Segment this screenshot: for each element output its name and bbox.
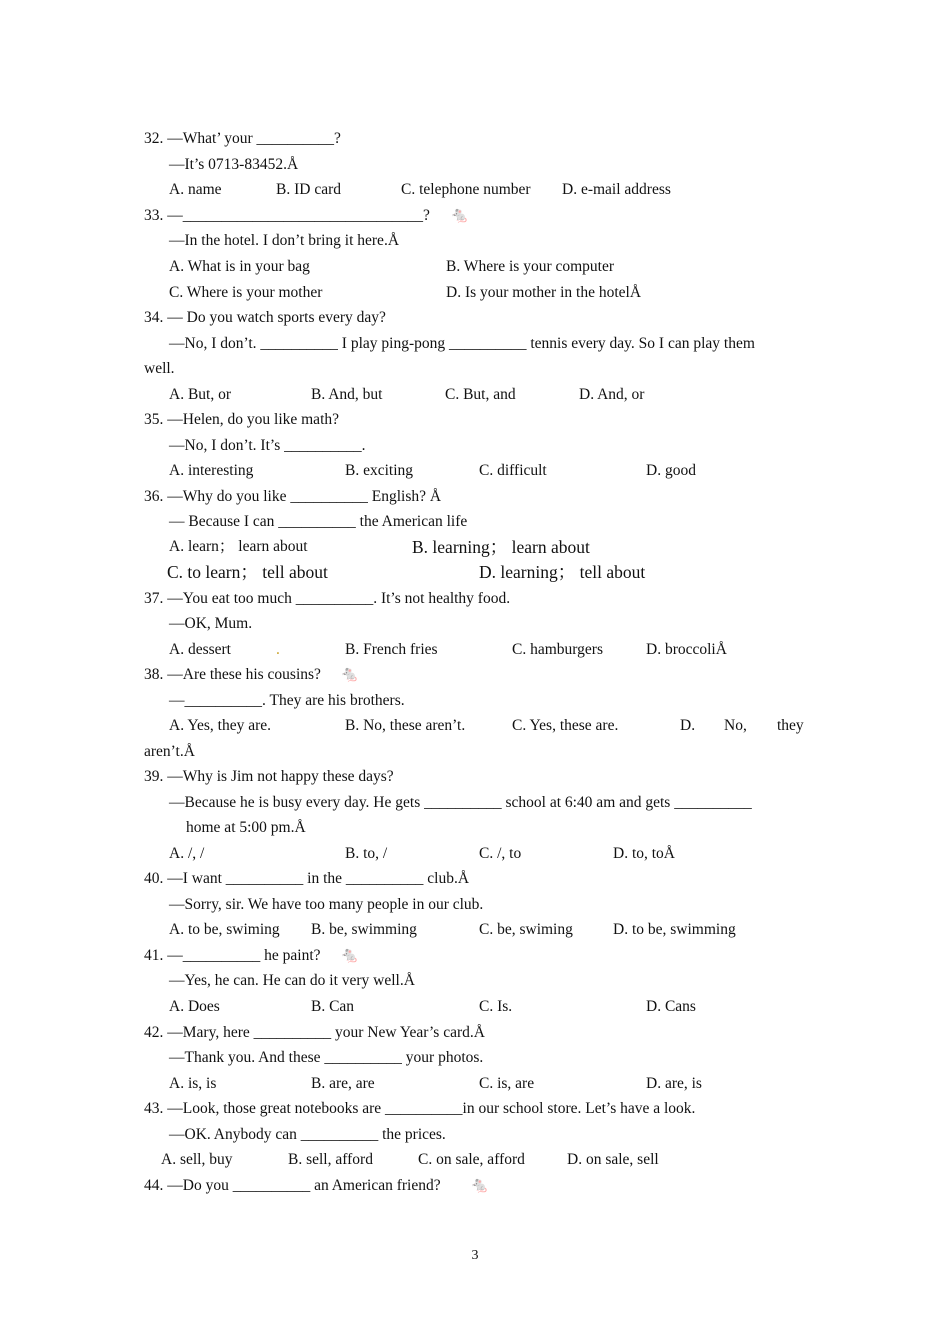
q43-reply: —OK. Anybody can __________ the prices.: [169, 1126, 446, 1143]
q38-option-d-cont: aren’t.Å: [144, 743, 195, 760]
mouse-icon: 🐁: [450, 207, 470, 224]
q34-reply-cont: well.: [144, 360, 175, 377]
q39-reply-cont: home at 5:00 pm.Å: [186, 819, 306, 836]
option-c: C. /, to: [479, 845, 522, 862]
option-c: C. Yes, these are.: [512, 717, 619, 734]
option-d: D. And, or: [579, 386, 645, 403]
q43-stem: 43. —Look, those great notebooks are __________in our school store. Let’s have a look.: [144, 1100, 696, 1117]
option-c: C. on sale, afford: [418, 1151, 525, 1168]
option-d: D. good: [646, 462, 696, 479]
option-d-word2: they: [777, 717, 804, 734]
option-a: A. name: [169, 181, 222, 198]
option-d: D. are, is: [646, 1075, 702, 1092]
option-b: B. learning； learn about: [412, 537, 590, 557]
q35-stem: 35. —Helen, do you like math?: [144, 411, 339, 428]
option-d: D. Is your mother in the hotelÅ: [446, 284, 642, 301]
option-a: A. to be, swiming: [169, 921, 280, 938]
q34-stem: 34. — Do you watch sports every day?: [144, 309, 386, 326]
option-b: B. sell, afford: [288, 1151, 373, 1168]
q34-reply: —No, I don’t. __________ I play ping-pong __________ tennis every day. So I can play them: [169, 335, 755, 352]
option-c: C. Is.: [479, 998, 513, 1015]
q39-reply: —Because he is busy every day. He gets __________ school at 6:40 am and gets __________: [169, 794, 752, 811]
dot-mark-icon: .: [276, 641, 280, 658]
mouse-icon: 🐁: [470, 1177, 490, 1194]
q33-reply: —In the hotel. I don’t bring it here.Å: [169, 232, 400, 249]
option-a: A. But, or: [169, 386, 231, 403]
q37-reply: —OK, Mum.: [169, 615, 253, 632]
option-d: D. broccoliÅ: [646, 641, 727, 658]
option-a: A. learn； learn about: [169, 538, 308, 555]
option-b: B. are, are: [311, 1075, 375, 1092]
exam-page: 32. —What’ your __________? —It’s 0713-83452.Å A. name B. ID card C. telephone number D. e-mail address 33. —_______________________________? 🐁 —In the hotel. I don’t bring it here.Å A. What is in your bag B. Where is your computer C. Where is your mother D. Is your mother in the hotelÅ 34. — Do you watch sports every day? —No, I don’t. __________ I play ping-pong __________ tennis every day. So I can play them well. A. But, or B. And, but C. But, and D. And, or 35. —Helen, do you like math? —No, I don’t. It’s __________. A. interesting B. exciting C. difficult D. good 36. —Why do you like __________ English? Å — Because I can __________ the American life A. learn； learn about B. learning； learn about C. to learn； tell about D. learning； tell about 37. —You eat too much __________. It’s not healthy food. —OK, Mum. A. dessert . B. French fries C. hamburgers D. broccoliÅ 38. —Are these his cousins? 🐁 —__________. They are his brothers. A. Yes, they are. B. No, these aren’t. C. Yes, these are. D. No, they aren’t.Å 39. —Why is Jim not happy these days? —Because he is busy every day. He gets __________ school at 6:40 am and gets __________ home at 5:00 pm.Å A. /, / B. to, / C. /, to D. to, toÅ 40. —I want __________ in the __________ club.Å —Sorry, sir. We have too many people in our club. A. to be, swiming B. be, swimming C. be, swiming D. to be, swimming 41. —__________ he paint? 🐁 —Yes, he can. He can do it very well.Å A. Does B. Can C. Is. D. Cans 42. —Mary, here __________ your New Year’s card.Å —Thank you. And these __________ your photos. A. is, is B. are, are C. is, are D. are, is 43. —Look, those great notebooks are __________in our school store. Let’s have a look. —OK. Anybody can __________ the prices. A. sell, buy B. sell, afford C. on sale, afford D. on sale, sell 44. —Do you __________ an American friend? 🐁 3: [0, 0, 950, 1344]
option-d: D. Cans: [646, 998, 696, 1015]
option-a: A. dessert: [169, 641, 231, 658]
option-b: B. exciting: [345, 462, 414, 479]
option-b: B. to, /: [345, 845, 388, 862]
option-a: A. Does: [169, 998, 220, 1015]
mouse-icon: 🐁: [340, 666, 360, 683]
option-a: A. interesting: [169, 462, 254, 479]
option-a: A. Yes, they are.: [169, 717, 272, 734]
option-b: B. No, these aren’t.: [345, 717, 466, 734]
option-d-word1: No,: [724, 717, 747, 734]
option-b: B. Where is your computer: [446, 258, 615, 275]
q35-reply: —No, I don’t. It’s __________.: [169, 437, 366, 454]
q32-stem: 32. —What’ your __________?: [144, 130, 341, 147]
option-d: D. on sale, sell: [567, 1151, 659, 1168]
option-d: D. to, toÅ: [613, 845, 675, 862]
option-c: C. telephone number: [401, 181, 531, 198]
option-d-letter: D.: [680, 717, 696, 734]
option-b: B. And, but: [311, 386, 383, 403]
option-c: C. difficult: [479, 462, 547, 479]
option-d: D. e-mail address: [562, 181, 671, 198]
option-b: B. be, swimming: [311, 921, 417, 938]
q36-stem: 36. —Why do you like __________ English? Å: [144, 488, 442, 505]
option-c: C. Where is your mother: [169, 284, 323, 301]
q42-stem: 42. —Mary, here __________ your New Year’s card.Å: [144, 1024, 485, 1041]
q41-reply: —Yes, he can. He can do it very well.Å: [169, 972, 415, 989]
option-c: C. hamburgers: [512, 641, 603, 658]
option-a: A. is, is: [169, 1075, 217, 1092]
q42-reply: —Thank you. And these __________ your photos.: [169, 1049, 484, 1066]
option-c: C. to learn； tell about: [167, 562, 328, 582]
option-c: C. be, swiming: [479, 921, 573, 938]
q37-stem: 37. —You eat too much __________. It’s not healthy food.: [144, 590, 511, 607]
option-d: D. learning； tell about: [479, 562, 646, 582]
option-c: C. But, and: [445, 386, 516, 403]
option-b: B. French fries: [345, 641, 438, 658]
q39-stem: 39. —Why is Jim not happy these days?: [144, 768, 394, 785]
q38-reply: —__________. They are his brothers.: [169, 692, 405, 709]
option-d: D. to be, swimming: [613, 921, 736, 938]
option-a: A. /, /: [169, 845, 205, 862]
q40-reply: —Sorry, sir. We have too many people in our club.: [169, 896, 484, 913]
mouse-icon: 🐁: [340, 947, 360, 964]
option-a: A. What is in your bag: [169, 258, 310, 275]
option-b: B. Can: [311, 998, 355, 1015]
q36-reply: — Because I can __________ the American life: [169, 513, 468, 530]
option-c: C. is, are: [479, 1075, 535, 1092]
option-b: B. ID card: [276, 181, 341, 198]
page-number: 3: [471, 1248, 479, 1263]
option-a: A. sell, buy: [161, 1151, 233, 1168]
q40-stem: 40. —I want __________ in the __________ club.Å: [144, 870, 470, 887]
